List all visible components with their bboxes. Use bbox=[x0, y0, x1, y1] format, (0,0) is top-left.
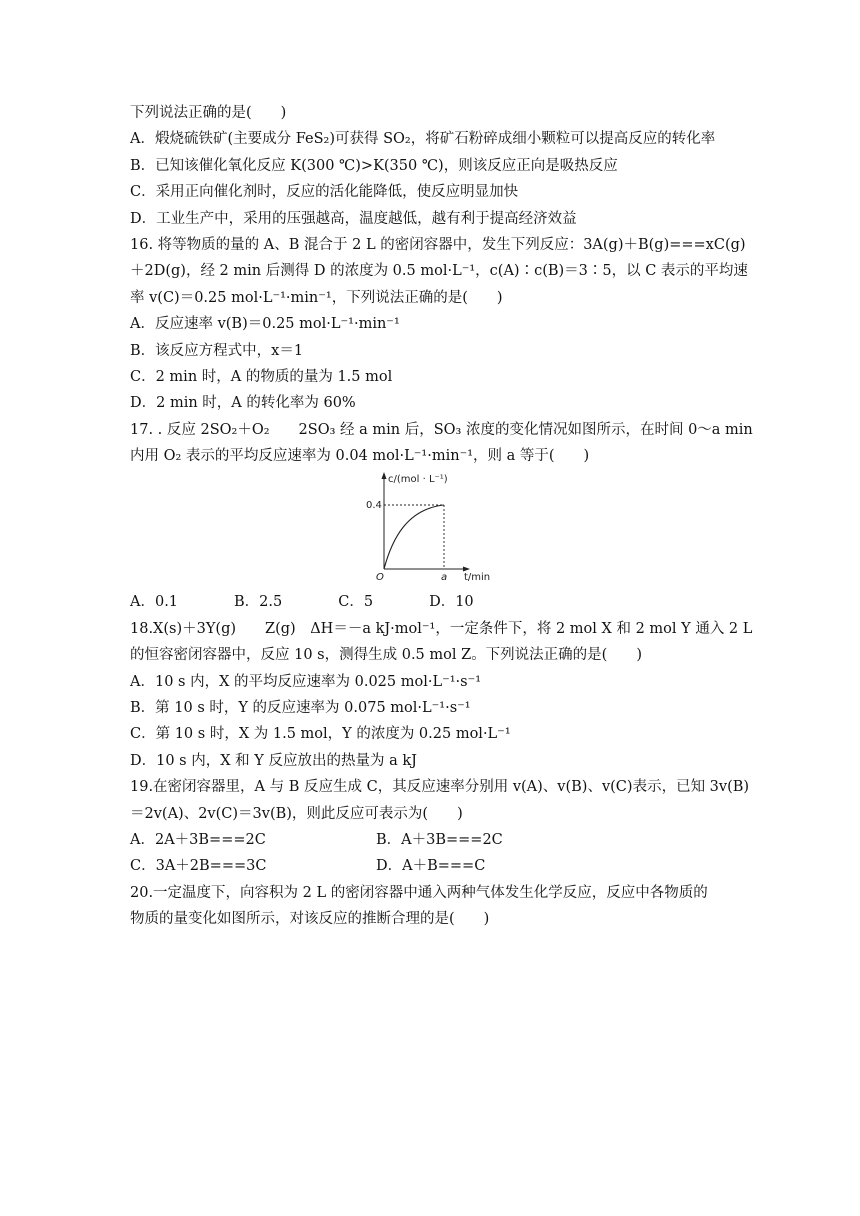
q19-stem-line2: ＝2v(A)、2v(C)＝3v(B)，则此反应可表示为( ) bbox=[130, 805, 463, 822]
so3-concentration-figure bbox=[130, 469, 730, 589]
q15-option-d: D．工业生产中，采用的压强越高，温度越低，越有利于提高经济效益 bbox=[130, 210, 577, 227]
q19-option-a: A．2A＋3B===2C bbox=[130, 831, 266, 848]
q18-stem-line2: 的恒容密闭容器中，反应 10 s，测得生成 0.5 mol Z。下列说法正确的是( ) bbox=[130, 647, 643, 664]
so3-curve-plot bbox=[362, 469, 502, 581]
y-axis-label: c/(mol · L⁻¹) bbox=[388, 474, 448, 486]
q19-option-d: D．A＋B===C bbox=[376, 858, 486, 875]
q16-option-a: A．反应速率 v(B)＝0.25 mol·L⁻¹·min⁻¹ bbox=[130, 316, 400, 333]
q17-option-a: A．0.1 bbox=[130, 594, 179, 611]
q17-option-c: C．5 bbox=[338, 594, 374, 611]
q19-options-row2 bbox=[130, 853, 730, 879]
q17-option-d: D．10 bbox=[429, 594, 474, 611]
q19-option-c: C．3A＋2B===3C bbox=[130, 858, 267, 875]
q17-stem-line2: 内用 O₂ 表示的平均反应速率为 0.04 mol·L⁻¹·min⁻¹，则 a 等于( ) bbox=[130, 448, 590, 465]
y-axis-arrow bbox=[382, 472, 387, 479]
q15-option-a: A．煅烧硫铁矿(主要成分 FeS₂)可获得 SO₂，将矿石粉碎成细小颗粒可以提高反应的转化率 bbox=[130, 131, 716, 148]
q16-option-b: B．该反应方程式中，x＝1 bbox=[130, 342, 304, 359]
q15-option-b: B．已知该催化氧化反应 K(300 ℃)>K(350 ℃)，则该反应正向是吸热反应 bbox=[130, 157, 618, 174]
q18-option-a: A．10 s 内，X 的平均反应速率为 0.025 mol·L⁻¹·s⁻¹ bbox=[130, 673, 482, 690]
x-axis-arrow bbox=[463, 567, 470, 572]
q19-option-b: B．A＋3B===2C bbox=[376, 831, 503, 848]
q16-stem-line3: 率 v(C)＝0.25 mol·L⁻¹·min⁻¹，下列说法正确的是( ) bbox=[130, 289, 503, 306]
x-axis-label: t/min bbox=[464, 572, 491, 582]
q16-stem-line2: ＋2D(g)，经 2 min 后测得 D 的浓度为 0.5 mol·L⁻¹，c(A)∶c(B)＝3∶5，以 C 表示的平均速 bbox=[130, 263, 748, 280]
so3-curve bbox=[384, 505, 444, 569]
origin-label: O bbox=[376, 572, 384, 582]
q19-stem-line1: 19.在密闭容器里，A 与 B 反应生成 C，其反应速率分别用 v(A)、v(B)、v(C)表示，已知 3v(B) bbox=[130, 779, 750, 796]
q20-stem-line1: 20.一定温度下，向容积为 2 L 的密闭容器中通入两种气体发生化学反应，反应中各物质的 bbox=[130, 884, 708, 901]
q16-option-c: C．2 min 时，A 的物质的量为 1.5 mol bbox=[130, 368, 393, 385]
q17-option-b: B．2.5 bbox=[234, 594, 283, 611]
q18-stem-line1: 18.X(s)＋3Y(g) Z(g) ΔH＝－a kJ·mol⁻¹，一定条件下，将 2 mol X 和 2 mol Y 通入 2 L bbox=[130, 620, 753, 637]
exam-page bbox=[130, 100, 753, 933]
q15-stem-end: 下列说法正确的是( ) bbox=[130, 105, 287, 121]
x-tick-label: a bbox=[441, 572, 448, 582]
q15-option-c: C．采用正向催化剂时，反应的活化能降低，使反应明显加快 bbox=[130, 184, 519, 201]
q18-option-c: C．第 10 s 时，X 为 1.5 mol，Y 的浓度为 0.25 mol·L⁻¹ bbox=[130, 726, 511, 743]
y-tick-label: 0.4 bbox=[366, 500, 382, 512]
q20-stem-line2: 物质的量变化如图所示，对该反应的推断合理的是( ) bbox=[130, 911, 490, 928]
q18-option-d: D．10 s 内，X 和 Y 反应放出的热量为 a kJ bbox=[130, 752, 417, 769]
q16-option-d: D．2 min 时，A 的转化率为 60% bbox=[130, 395, 356, 412]
q17-options bbox=[130, 589, 730, 615]
q19-options-row1 bbox=[130, 827, 730, 853]
q18-option-b: B．第 10 s 时，Y 的反应速率为 0.075 mol·L⁻¹·s⁻¹ bbox=[130, 700, 471, 717]
q16-stem-line1: 16. 将等物质的量的 A、B 混合于 2 L 的密闭容器中，发生下列反应：3A(g)＋B(g)===xC(g) bbox=[130, 236, 746, 253]
q17-stem-line1: 17. . 反应 2SO₂＋O₂ 2SO₃ 经 a min 后，SO₃ 浓度的变化情况如图所示，在时间 0～a min bbox=[130, 421, 753, 438]
